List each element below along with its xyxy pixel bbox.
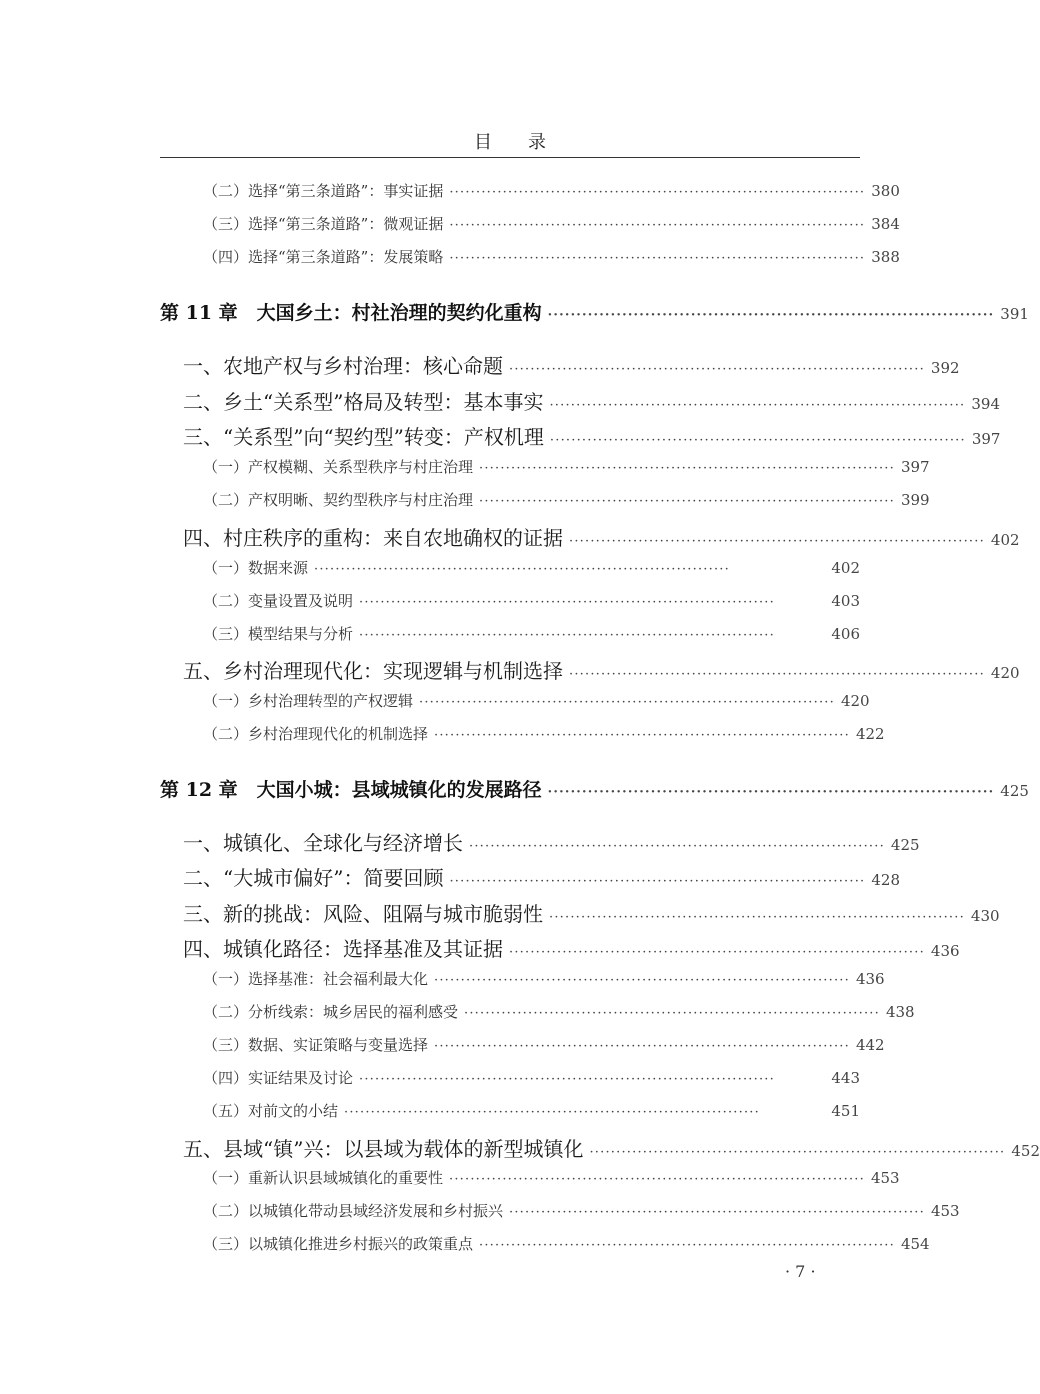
toc-entry-title: 四、村庄秩序的重构：来自农地确权的证据 <box>183 526 563 550</box>
toc-entry-title: 三、新的挑战：风险、阻隔与城市脆弱性 <box>183 902 543 926</box>
toc-entry-title: （一）重新认识县域城镇化的重要性 <box>203 1169 444 1187</box>
toc-entry-page: 425 <box>1000 782 1029 800</box>
toc-chapter-entry <box>160 775 1029 802</box>
dot-leader: ·············································································· <box>314 562 730 577</box>
toc-subsection-entry <box>203 213 900 234</box>
dot-leader: ·············································································· <box>344 1105 760 1120</box>
toc-entry-page: 452 <box>1011 1142 1040 1160</box>
toc-entry-page: 397 <box>900 458 930 476</box>
toc-subsection-entry <box>203 623 860 644</box>
toc-subsection-entry <box>203 246 900 267</box>
dot-leader: ·············································································· <box>479 461 895 476</box>
toc-entry-page: 380 <box>871 182 900 200</box>
dot-leader: ·············································································· <box>449 251 866 266</box>
toc-entry-page: 402 <box>990 531 1020 549</box>
toc-section-entry <box>183 421 1001 450</box>
toc-entry-page: 392 <box>930 359 960 377</box>
toc-subsection-entry <box>203 557 860 578</box>
toc-entry-page: 397 <box>971 430 1001 448</box>
toc-entry-title: （二）乡村治理现代化的机制选择 <box>203 725 429 743</box>
toc-subsection-entry <box>203 1200 960 1221</box>
dot-leader: ·············································································· <box>419 695 835 710</box>
dot-leader: ·············································································· <box>449 185 866 200</box>
dot-leader: ·············································································· <box>359 595 775 610</box>
toc-section-entry <box>183 827 920 856</box>
toc-entry-title: 五、乡村治理现代化：实现逻辑与机制选择 <box>183 659 563 683</box>
toc-entry-title: （三）模型结果与分析 <box>203 625 354 643</box>
dot-leader: ·············································································· <box>449 1172 865 1187</box>
toc-entry-page: 420 <box>990 664 1020 682</box>
toc-entry-title: （二）分析线索：城乡居民的福利感受 <box>203 1003 459 1021</box>
toc-section-entry <box>183 522 1020 551</box>
dot-leader: ·············································································· <box>434 973 850 988</box>
toc-entry-page: 436 <box>855 970 885 988</box>
toc-entry-title: （三）以城镇化推进乡村振兴的政策重点 <box>203 1235 474 1253</box>
dot-leader: ·············································································· <box>509 1205 925 1220</box>
dot-leader: ·············································································· <box>434 728 850 743</box>
dot-leader: ·············································································· <box>549 398 966 413</box>
dot-leader: ·············································································· <box>589 1145 1006 1160</box>
dot-leader: ·············································································· <box>549 910 965 925</box>
dot-leader: ·············································································· <box>547 785 995 800</box>
toc-entry-title: 一、城镇化、全球化与经济增长 <box>183 831 463 855</box>
toc-entry-page: 425 <box>890 836 920 854</box>
toc-section-entry <box>183 655 1020 684</box>
toc-section-entry <box>183 862 901 891</box>
dot-leader: ·············································································· <box>359 628 775 643</box>
dot-leader: ·············································································· <box>509 362 925 377</box>
toc-entry-page: 406 <box>831 625 860 643</box>
dot-leader: ·············································································· <box>449 218 866 233</box>
dot-leader: ·············································································· <box>547 308 995 323</box>
dot-leader: ·············································································· <box>569 667 985 682</box>
toc-section-entry <box>183 898 1000 927</box>
toc-entry-title: （一）选择基准：社会福利最大化 <box>203 970 429 988</box>
dot-leader: ·············································································· <box>479 494 895 509</box>
toc-entry-page: 399 <box>900 491 930 509</box>
dot-leader: ·············································································· <box>464 1006 880 1021</box>
toc-entry-title: 一、农地产权与乡村治理：核心命题 <box>183 354 503 378</box>
dot-leader: ·············································································· <box>569 534 985 549</box>
dot-leader: ·············································································· <box>449 874 866 889</box>
toc-section-entry <box>183 1133 1040 1162</box>
toc-entry-title: （四）实证结果及讨论 <box>203 1069 354 1087</box>
toc-entry-title: 二、“大城市偏好”：简要回顾 <box>183 866 444 890</box>
page-title: 目 录 <box>474 132 546 153</box>
dot-leader: ·············································································· <box>434 1039 850 1054</box>
dot-leader: ·············································································· <box>479 1238 895 1253</box>
toc-subsection-entry <box>203 723 885 744</box>
toc-entry-page: 420 <box>840 692 870 710</box>
toc-entry-title: 五、县域“镇”兴：以县域为载体的新型城镇化 <box>183 1137 584 1161</box>
toc-subsection-entry <box>203 1167 900 1188</box>
toc-entry-title: 第 12 章 大国小城：县域城镇化的发展路径 <box>160 779 542 801</box>
toc-entry-page: 453 <box>930 1202 960 1220</box>
toc-entry-page: 442 <box>855 1036 885 1054</box>
toc-entry-page: 451 <box>831 1102 860 1120</box>
toc-entry-page: 394 <box>971 395 1001 413</box>
toc-subsection-entry <box>203 489 930 510</box>
toc-subsection-entry <box>203 1034 885 1055</box>
toc-entry-title: （二）变量设置及说明 <box>203 592 354 610</box>
toc-entry-page: 443 <box>831 1069 860 1087</box>
toc-section-entry <box>183 350 960 379</box>
toc-section-entry <box>183 386 1001 415</box>
toc-entry-page: 388 <box>871 248 900 266</box>
toc-subsection-entry <box>203 180 900 201</box>
toc-entry-title: 二、乡土“关系型”格局及转型：基本事实 <box>183 390 544 414</box>
toc-entry-title: （二）以城镇化带动县域经济发展和乡村振兴 <box>203 1202 504 1220</box>
toc-entry-title: （三）数据、实证策略与变量选择 <box>203 1036 429 1054</box>
toc-subsection-entry <box>203 456 930 477</box>
dot-leader: ·············································································· <box>509 945 925 960</box>
toc-chapter-entry <box>160 298 1029 325</box>
toc-subsection-entry <box>203 1233 930 1254</box>
toc-entry-page: 438 <box>885 1003 915 1021</box>
toc-entry-title: （二）产权明晰、契约型秩序与村庄治理 <box>203 491 474 509</box>
toc-entry-title: （一）乡村治理转型的产权逻辑 <box>203 692 414 710</box>
toc-entry-title: （二）选择“第三条道路”：事实证据 <box>203 182 444 200</box>
toc-subsection-entry <box>203 1001 915 1022</box>
toc-entry-title: （一）产权模糊、关系型秩序与村庄治理 <box>203 458 474 476</box>
toc-entry-page: 428 <box>871 871 901 889</box>
toc-subsection-entry <box>203 1100 860 1121</box>
toc-entry-page: 436 <box>930 942 960 960</box>
toc-entry-page: 422 <box>855 725 885 743</box>
toc-entry-page: 391 <box>1000 305 1029 323</box>
toc-entry-title: （三）选择“第三条道路”：微观证据 <box>203 215 444 233</box>
page-number: · 7 · <box>785 1262 816 1281</box>
toc-section-entry <box>183 933 960 962</box>
toc-entry-page: 384 <box>871 215 900 233</box>
toc-entry-title: 四、城镇化路径：选择基准及其证据 <box>183 937 503 961</box>
toc-subsection-entry <box>203 968 885 989</box>
toc-entry-page: 402 <box>831 559 860 577</box>
toc-entry-title: 三、“关系型”向“契约型”转变：产权机理 <box>183 425 544 449</box>
toc-entry-title: （一）数据来源 <box>203 559 309 577</box>
dot-leader: ·············································································· <box>549 433 966 448</box>
toc-entry-page: 453 <box>870 1169 900 1187</box>
toc-entry-page: 430 <box>970 907 1000 925</box>
toc-subsection-entry <box>203 590 860 611</box>
toc-entry-title: 第 11 章 大国乡土：村社治理的契约化重构 <box>160 302 542 324</box>
toc-entry-page: 403 <box>831 592 860 610</box>
toc-entry-page: 454 <box>900 1235 930 1253</box>
toc-subsection-entry <box>203 1067 860 1088</box>
toc-entry-title: （五）对前文的小结 <box>203 1102 339 1120</box>
dot-leader: ·············································································· <box>359 1072 775 1087</box>
dot-leader: ·············································································· <box>469 839 885 854</box>
toc-entry-title: （四）选择“第三条道路”：发展策略 <box>203 248 444 266</box>
toc-subsection-entry <box>203 690 870 711</box>
